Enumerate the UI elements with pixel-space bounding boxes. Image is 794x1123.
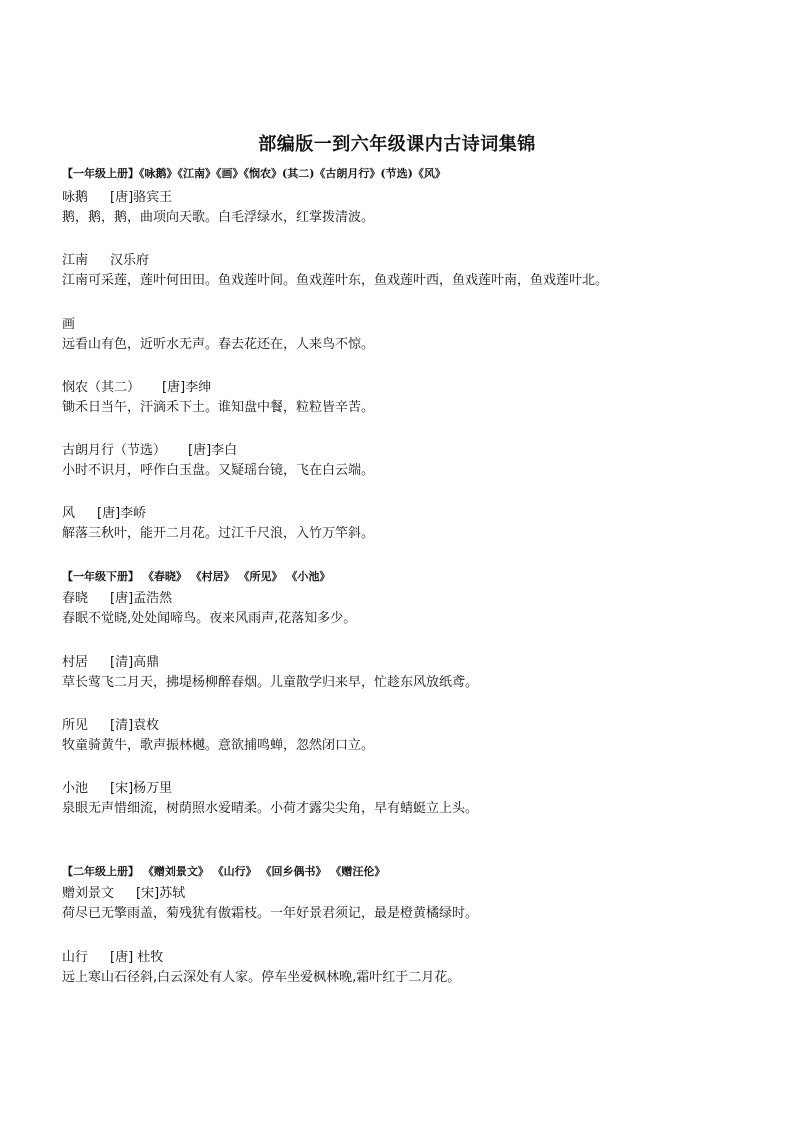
poem-author: [唐]骆宾王	[110, 190, 173, 205]
section-heading-grade1-vol1: 【一年级上册】《咏鹅》《江南》《画》《悯农》(其二)《古朗月行》(节选)《风》	[62, 167, 446, 180]
poem-author: [宋]杨万里	[110, 781, 173, 796]
section-heading-grade1-vol2: 【一年级下册】 《春晓》 《村居》 《所见》 《小池》	[62, 570, 331, 583]
poem-header	[62, 442, 237, 460]
poem-author: [唐]李峤	[97, 506, 147, 521]
poem-header	[62, 654, 159, 672]
poem-text: 远看山有色，近听水无声。春去花还在，人来鸟不惊。	[62, 337, 375, 352]
poem-author: [唐]李白	[188, 443, 238, 458]
poem-author: [清]高鼎	[110, 655, 160, 670]
section-heading-grade2-vol1: 【二年级上册】 《赠刘景文》 《山行》 《回乡偶书》 《赠汪伦》	[62, 865, 386, 878]
poem-text: 泉眼无声惜细流，树荫照水爱晴柔。小荷才露尖尖角，早有蜻蜓立上头。	[62, 801, 479, 816]
poem-header	[62, 505, 146, 523]
poem-header	[62, 189, 172, 207]
poem-title: 江南	[62, 253, 89, 268]
poem-text: 荷尽已无擎雨盖，菊残犹有傲霜枝。一年好景君须记，最是橙黄橘绿时。	[62, 906, 479, 921]
poem-title: 古朗月行（节选）	[62, 443, 167, 458]
poem-header	[62, 316, 75, 334]
poem-header	[62, 780, 172, 798]
poem-author: [宋]苏轼	[136, 886, 186, 901]
poem-title: 咏鹅	[62, 190, 89, 205]
poem-text: 江南可采莲，莲叶何田田。鱼戏莲叶间。鱼戏莲叶东，鱼戏莲叶西，鱼戏莲叶南，鱼戏莲叶北。	[62, 273, 609, 288]
poem-author: [唐]李绅	[162, 380, 212, 395]
poem-author: 汉乐府	[110, 253, 150, 268]
poem-title: 悯农（其二）	[62, 380, 141, 395]
poem-text: 远上寒山石径斜,白云深处有人家。停车坐爱枫林晚,霜叶红于二月花。	[62, 970, 461, 985]
poem-header	[62, 949, 163, 967]
poem-header	[62, 252, 149, 270]
poem-text: 鹅，鹅，鹅，曲项向天歌。白毛浮绿水，红掌拨清波。	[62, 210, 375, 225]
poem-text: 锄禾日当午，汗滴禾下土。谁知盘中餐，粒粒皆辛苦。	[62, 400, 375, 415]
poem-author: [清]袁枚	[110, 718, 160, 733]
poem-title: 山行	[62, 950, 89, 965]
poem-title: 风	[62, 506, 76, 521]
document-title: 部编版一到六年级课内古诗词集锦	[258, 134, 536, 155]
poem-title: 春晓	[62, 591, 89, 606]
poem-title: 赠刘景文	[62, 886, 115, 901]
poem-author: [唐]孟浩然	[110, 591, 173, 606]
poem-header	[62, 379, 211, 397]
poem-title: 画	[62, 317, 76, 332]
poem-text: 小时不识月，呼作白玉盘。又疑瑶台镜，飞在白云端。	[62, 463, 375, 478]
poem-header	[62, 885, 185, 903]
poem-title: 小池	[62, 781, 89, 796]
poem-header	[62, 717, 159, 735]
poem-author: [唐] 杜牧	[110, 950, 164, 965]
poem-text: 牧童骑黄牛，歌声振林樾。意欲捕鸣蝉，忽然闭口立。	[62, 738, 375, 753]
poem-title: 所见	[62, 718, 89, 733]
poem-text: 解落三秋叶，能开二月花。过江千尺浪，入竹万竿斜。	[62, 526, 375, 541]
poem-text: 春眠不觉晓,处处闻啼鸟。夜来风雨声,花落知多少。	[62, 611, 357, 626]
poem-header	[62, 590, 172, 608]
poem-title: 村居	[62, 655, 89, 670]
poem-text: 草长莺飞二月天，拂堤杨柳醉春烟。儿童散学归来早，忙趁东风放纸鸢。	[62, 675, 479, 690]
